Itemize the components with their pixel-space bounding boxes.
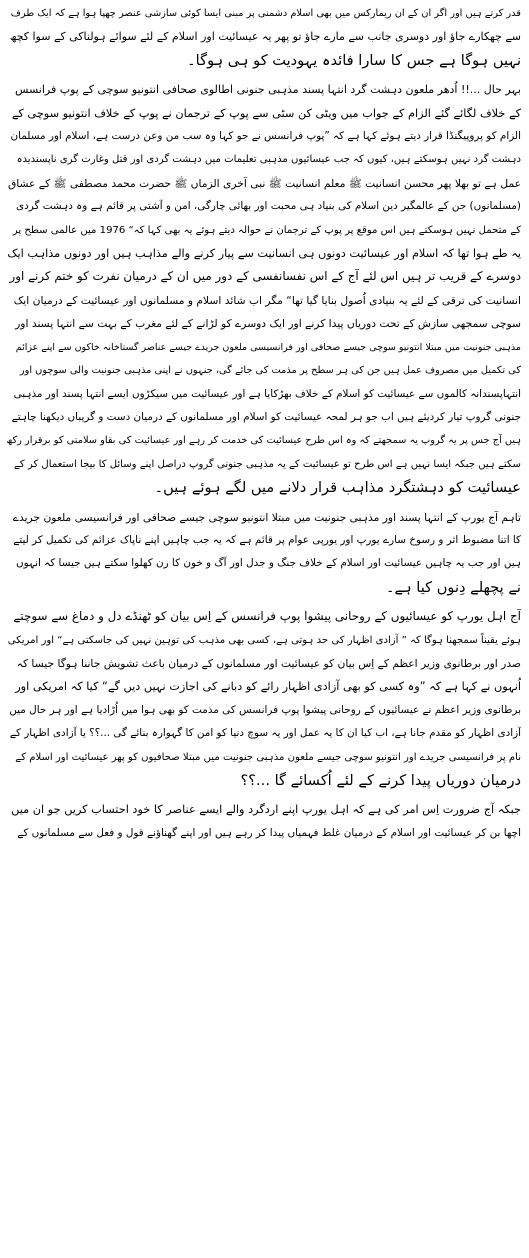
text-line: درمیان دوریاں پیدا کرنے کے لئے اُکسائے گا ...؟؟ bbox=[240, 772, 521, 789]
text-line: بہر حال ...!! اُدھر ملعون دہشت گرد انتہا پسند مذہبی جنونی اطالوی صحافی انتونیو سوچی کے پوپ فرانسس bbox=[14, 83, 521, 97]
text-line: نہیں ہوگا ہے جس کا سارا فائدہ یہودیت کو ہی ہوگا۔ bbox=[187, 51, 521, 69]
text-line: جبکہ آج ضرورت اِس امر کی ہے کہ اہل یورپ اپنے اردگرد والے ایسے عناصر کا خود احتساب کریں جو ان میں bbox=[11, 803, 521, 817]
text-line: ہیں اور جب یہ چاہیں عیسائیت اور اسلام کے خلاف جنگ و جدل اور آگ و خون کا رن کھلوا سکتے ہیں جیسا کہ انہوں bbox=[16, 557, 521, 570]
text-line: انسانیت کی ترقی کے لئے یہ بنیادی اُصول بنایا گیا تھا“ مگر اب شائد اسلام و مسلمانوں اور عیسائیت کے درمیان ایک bbox=[13, 293, 521, 307]
text-line: نام پر فرانسیسی جریدے اور انتونیو سوچی جیسے ملعون مذہبی جنونیت میں مبتلا صحافیوں کو پھر عیسائیت اور اسلام کے bbox=[15, 751, 521, 763]
text-line: آج اہل یورپ کو عیسائیوں کے روحانی پیشوا پوپ فرانسس کے اِس بیان کو ٹھنڈے دل و دماغ سے سوچتے bbox=[13, 609, 521, 624]
text-line: تاہم آج یورپ کے انتہا پسند اور مذہبی جنونیت میں مبتلا انتونیو سوچی جیسے صحافی اور فرانسیسی ملعون جریدے bbox=[12, 510, 521, 524]
text-line: الزام کو پروپیگنڈا قرار دیتے ہوئے کہا ہے کہ ”پوپ فرانسس نے جو کہا وہ سب من وعن درست ہے، اسلام اور مسلمان bbox=[10, 130, 521, 143]
text-line: برطانوی وزیر اعظم نے عیسائیوں کے روحانی پیشوا پوپ فرانسس کی مذمت کو بھی ہوا میں اُڑادیا ہے اور ہر حال میں bbox=[9, 703, 521, 716]
article-paragraph bbox=[6, 605, 521, 792]
text-line: کے خلاف لگائے گئے الزام کے جواب میں ویٹی کن سٹی سے پوپ کے ترجمان نے پوپ کے خلاف انتونیو سوچی کے bbox=[11, 106, 521, 120]
text-line: مذہبی جنونیت میں مبتلا انتونیو سوچی جیسے صحافی اور فرانسیسی ملعون جریدے جیسے عناصر گستاخانہ خاکوں سے اپنے عزائم bbox=[15, 341, 521, 353]
article-paragraph bbox=[6, 798, 521, 845]
text-line: اچھا بن کر عیسائیت اور اسلام کے درمیان غلط فہمیاں پیدا کر رہے ہیں اور اپنے گھناؤنے قول و فعل سے مسلمانوں کے bbox=[17, 826, 521, 839]
text-line: دوسرے کے قریب تر ہیں اس لئے آج کے اس نفسانفسی کے دور میں ان کے درمیان نفرت کو ختم کرنے اور bbox=[9, 269, 521, 284]
text-line: سے چھکارے جاؤ اور دوسری جانب سے مارے جاؤ تو پھر یہ عیسائیت اور اسلام کے لئے سوائے ہولناکی کے سوا کچھ bbox=[9, 30, 521, 44]
text-line: اُنہوں نے کہا ہے کہ ”وہ کسی کو بھی آزادی اظہار رائے کو دبانے کی اجازت نہیں دیں گے“ کیا کہ امریکی اور bbox=[15, 680, 521, 694]
text-line: ہوئے یقیناً سمجھنا ہوگا کہ ” آزادی اظہار کی حد ہوتی ہے، کسی بھی مذہب کی توہین نہیں کی جاسکتی ہے“ اور امریکی bbox=[7, 634, 521, 646]
text-line: عمل ہے تو بھلا پھر محسن انسانیت ﷺ معلم انسانیت ﷺ نبی آخری الزماں ﷺ حضرت محمد مصطفی ﷺ کے عشاق bbox=[7, 176, 521, 190]
text-line: دہشت گرد نہیں ہوسکتے ہیں، کیوں کہ جب عیسائیوں مذہبی تعلیمات میں دہشت گردی اور قتل وغارت گری ناپسندیدہ bbox=[16, 154, 521, 166]
text-line: کا اتنا مضبوط اثر و رسوخ سارے یورپ اور یورپی عوام پر قائم ہے کہ یہ جب چاہیں اپنے ناپاک عزائم کی تکمیل کر لیتے bbox=[13, 533, 521, 546]
article-paragraph bbox=[6, 2, 521, 72]
text-line: (مسلمانوں) جن کے عالمگیر دین اسلام کی بنیاد ہی محبت اور بھائی چارگی، امن و آشتی پر قائم ہے وہ دہشت گردی bbox=[15, 200, 521, 213]
text-line: جنونی گروپ تیار کردیئے ہیں اب جو ہر لمحہ عیسائیت کو اسلام اور مسلمانوں کے درمیان دست و گریباں دیکھنا چاہتے bbox=[11, 410, 521, 423]
text-line: کے متحمل نہیں ہوسکتے ہیں اس موقع پر پوپ کے ترجمان نے حوالہ دیتے ہوئے یہ بھی کہا کہ“ 1976 میں عالمی سطح پر bbox=[12, 224, 521, 236]
text-line: کی تکمیل میں مصروف عمل ہیں جن کی ہر سطح پر مذمت کی جائے گی، جنہوں نے اپنی مذہبی جنونیت والی سوچوں اور bbox=[19, 365, 521, 377]
text-line: سکتے ہیں جبکہ ایسا نہیں ہے اس طرح تو عیسائیت کے یہ مذہبی جنونی گروپ دراصل اپنے وسائل کا بیجا استعمال کر کے bbox=[13, 458, 521, 470]
text-line: آزادی اظہار کو مقدم جانا ہے، اب کیا ان کا یہ عمل اور یہ سوچ دنیا کو امن کا گہوارہ بنائے گی ...؟؟ یا آزادی اظہار کے bbox=[9, 727, 521, 740]
text-line: قدر کرتے ہیں اور اگر ان کے ان ریمارکس میں بھی اسلام دشمنی پر مبنی ایسا کوئی سازشی عنصر چھپا ہوا ہے کہ ایک طرف bbox=[10, 8, 521, 19]
text-line: صدر اور برطانوی وزیر اعظم کے اِس بیان کو عیسائیت اور مسلمانوں کے درمیان باعث تشویش جاننا ہوگا جیسا کہ bbox=[16, 656, 521, 670]
text-line: ہیں آج جس پر یہ گروپ یہ سمجھتے کہ وہ اس طرح عیسائیت کی خدمت کر رہے اور عیسائیت کی بقاو سلامتی کو برقرار رکھ bbox=[6, 435, 521, 447]
text-line: انتہاپسندانہ کالموں سے عیسائیت کو اسلام کے خلاف بھڑکایا ہے اور عیسائیت میں سیکڑوں ایسے انتہا پسند اور مذہبی bbox=[13, 387, 521, 400]
text-line: یہ طے ہوا تھا کہ اسلام اور عیسائیت دونوں ہی انسانیت سے پیار کرنے والے مذاہب ہیں اور دونوں مذاہب ایک bbox=[7, 247, 521, 261]
text-line: نے پچھلے دِنوں کیا ہے۔ bbox=[385, 578, 521, 596]
text-line: سوچی سمجھی سازش کے تحت دوریاں پیدا کرنے اور ایک دوسرے کو لڑانے کے لئے مغرب کے بہت سے انتہا پسند اور bbox=[15, 317, 521, 331]
article-paragraph bbox=[6, 506, 521, 600]
text-line: عیسائیت کو دہشتگرد مذاہب قرار دلانے میں لگے ہوئے ہیں۔ bbox=[154, 479, 521, 497]
article-paragraph bbox=[6, 78, 521, 499]
